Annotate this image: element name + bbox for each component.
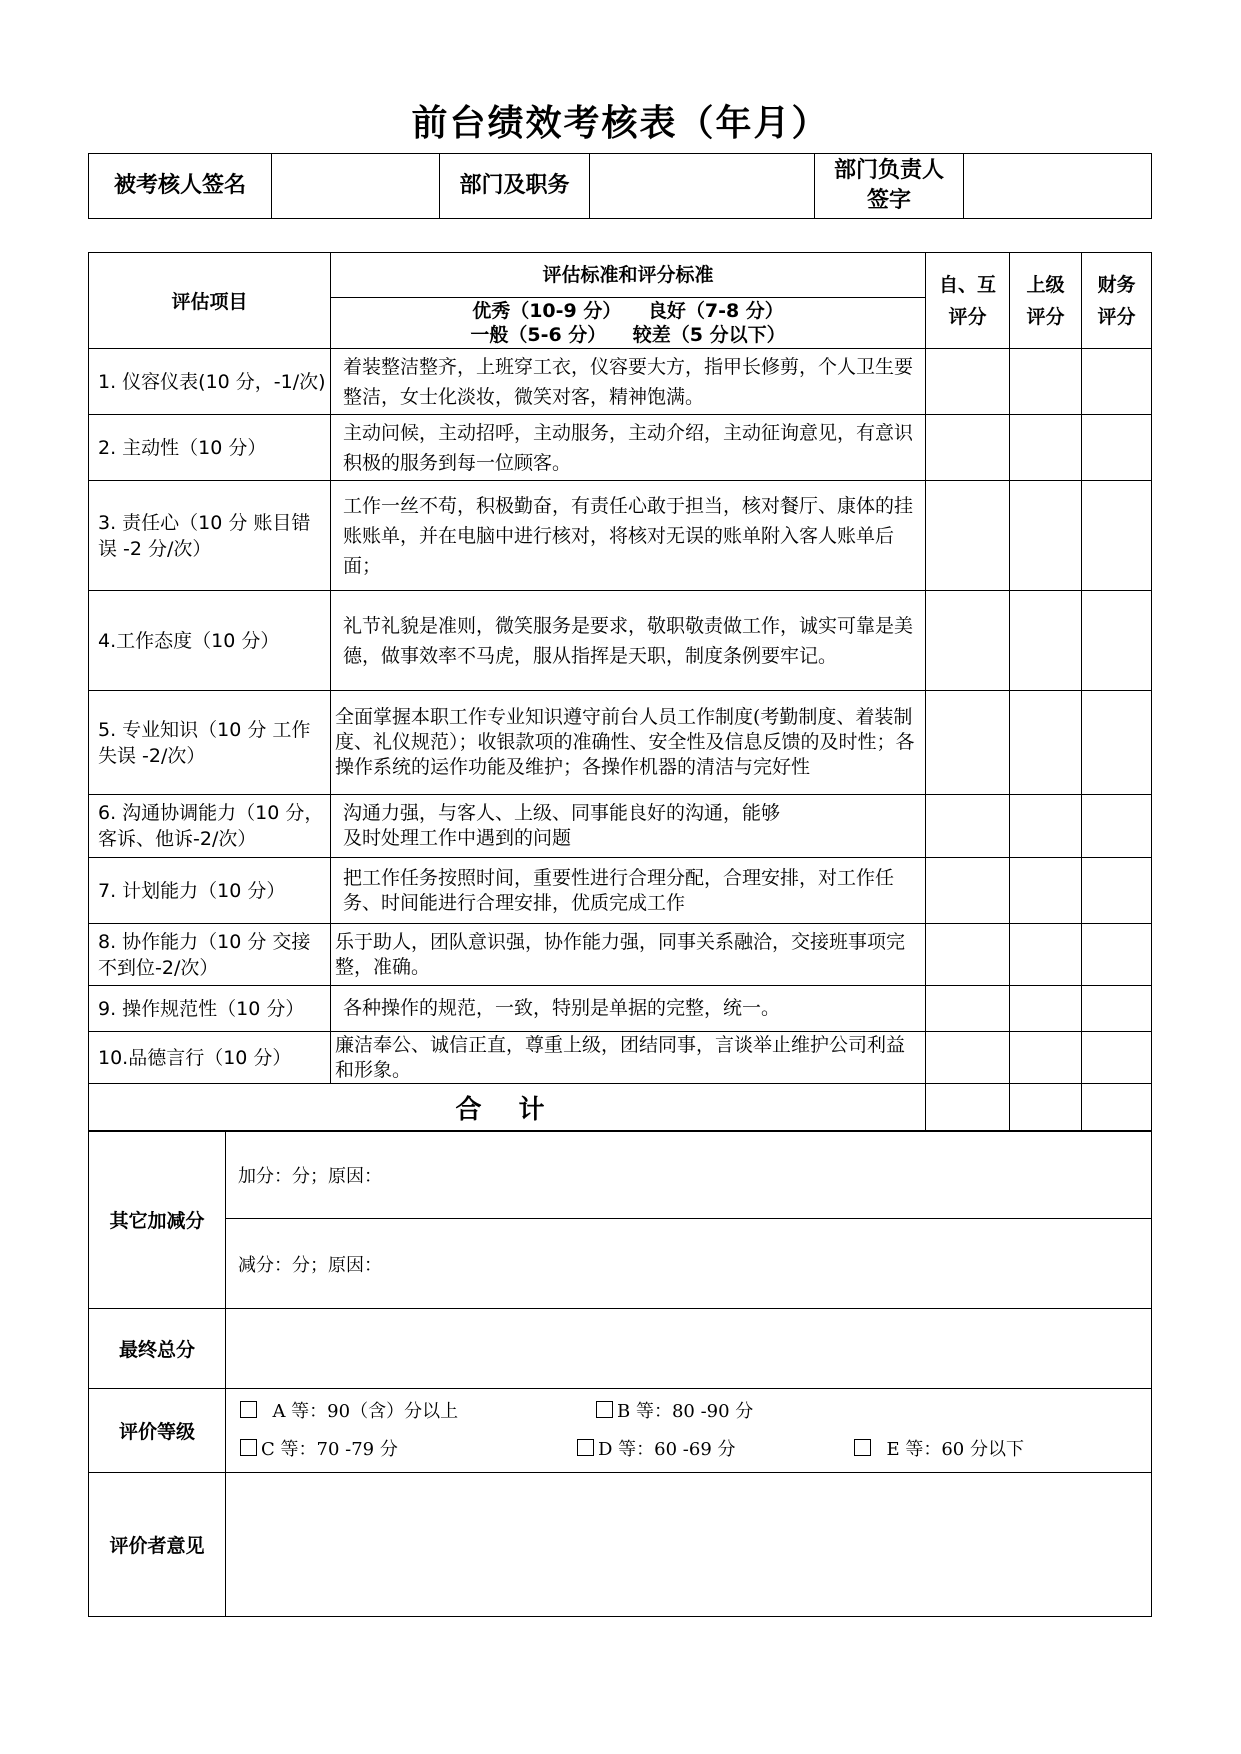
- self-peer-score-cell[interactable]: [926, 1032, 1010, 1084]
- grade-a-option[interactable]: [240, 1397, 458, 1423]
- rating-options: [226, 1389, 1152, 1473]
- total-self-peer-cell[interactable]: [926, 1084, 1010, 1132]
- finance-score-cell[interactable]: [1082, 691, 1152, 795]
- item-standard: 礼节礼貌是准则，微笑服务是要求，敬职敬责做工作，诚实可靠是美德，做事效率不马虎，服从指挥是天职，制度条例要牢记。: [331, 591, 926, 691]
- item-standard: 着装整洁整齐，上班穿工衣，仪容要大方，指甲长修剪，个人卫生要整洁，女士化淡妆，微笑对客，精神饱满。: [331, 349, 926, 415]
- superior-score-cell[interactable]: [1010, 858, 1082, 924]
- table-row: [89, 691, 1152, 795]
- item-name: 7. 计划能力（10 分）: [89, 858, 331, 924]
- item-name: 5. 专业知识（10 分 工作失误 -2/次）: [89, 691, 331, 795]
- self-peer-score-cell[interactable]: [926, 415, 1010, 481]
- signature-table: [88, 153, 1152, 219]
- grade-c-label: C 等：70 -79 分: [261, 1439, 398, 1460]
- grade-c-option[interactable]: [240, 1435, 398, 1461]
- header-finance-line2: 评分: [1097, 305, 1136, 328]
- final-score-field[interactable]: [226, 1309, 1152, 1389]
- final-score-label: 最终总分: [89, 1309, 226, 1389]
- superior-score-cell[interactable]: [1010, 591, 1082, 691]
- finance-score-cell[interactable]: [1082, 349, 1152, 415]
- item-standard: 各种操作的规范，一致，特别是单据的完整，统一。: [331, 986, 926, 1032]
- table-row: [89, 1032, 1152, 1084]
- table-row: [89, 349, 1152, 415]
- header-superior-line2: 评分: [1026, 305, 1065, 328]
- superior-score-cell[interactable]: [1010, 986, 1082, 1032]
- deduction-points-field[interactable]: 减分：分；原因：: [226, 1219, 1152, 1309]
- grade-d-label: D 等：60 -69 分: [598, 1439, 736, 1460]
- table-row: [89, 795, 1152, 858]
- total-superior-cell[interactable]: [1010, 1084, 1082, 1132]
- header-grade-line1: [331, 298, 925, 324]
- grade-average: 一般（5-6 分）: [470, 324, 607, 346]
- table-row: [89, 986, 1152, 1032]
- header-finance-score: [1082, 253, 1152, 349]
- reviewer-opinion-field[interactable]: [226, 1473, 1152, 1617]
- header-evaluation-item: 评估项目: [89, 253, 331, 349]
- header-self-line2: 评分: [948, 305, 987, 328]
- checkbox-icon[interactable]: [240, 1439, 257, 1456]
- header-self-peer-score: [926, 253, 1010, 349]
- checkbox-icon[interactable]: [240, 1401, 257, 1418]
- item-standard: 廉洁奉公、诚信正直，尊重上级，团结同事，言谈举止维护公司利益和形象。: [331, 1032, 926, 1084]
- item-name: 3. 责任心（10 分 账目错误 -2 分/次）: [89, 481, 331, 591]
- total-label: 合 计: [89, 1084, 926, 1132]
- header-self-line1: 自、互: [938, 273, 996, 296]
- finance-score-cell[interactable]: [1082, 481, 1152, 591]
- finance-score-cell[interactable]: [1082, 924, 1152, 986]
- superior-score-cell[interactable]: [1010, 415, 1082, 481]
- item-name: 6. 沟通协调能力（10 分，客诉、他诉-2/次）: [89, 795, 331, 858]
- grade-e-option[interactable]: [854, 1435, 1024, 1461]
- manager-signature-label: [815, 154, 964, 219]
- self-peer-score-cell[interactable]: [926, 858, 1010, 924]
- self-peer-score-cell[interactable]: [926, 924, 1010, 986]
- finance-score-cell[interactable]: [1082, 858, 1152, 924]
- table-row: [89, 415, 1152, 481]
- rating-level-label: 评价等级: [89, 1389, 226, 1473]
- superior-score-cell[interactable]: [1010, 349, 1082, 415]
- header-superior-score: [1010, 253, 1082, 349]
- manager-label-line2: 签字: [866, 188, 911, 213]
- page-title: 前台绩效考核表（年月）: [411, 103, 830, 144]
- table-row: [89, 924, 1152, 986]
- item-name: 10.品德言行（10 分）: [89, 1032, 331, 1084]
- self-peer-score-cell[interactable]: [926, 691, 1010, 795]
- table-row: [89, 591, 1152, 691]
- manager-signature-field[interactable]: [964, 154, 1152, 219]
- header-standard: [331, 253, 926, 349]
- grade-poor: 较差（5 分以下）: [632, 324, 786, 346]
- reviewee-signature-field[interactable]: [272, 154, 440, 219]
- department-position-field[interactable]: [590, 154, 815, 219]
- header-finance-line1: 财务: [1097, 273, 1136, 296]
- header-grade-line2: [331, 324, 925, 348]
- table-row: [89, 858, 1152, 924]
- self-peer-score-cell[interactable]: [926, 795, 1010, 858]
- total-finance-cell[interactable]: [1082, 1084, 1152, 1132]
- bonus-points-field[interactable]: 加分：分；原因：: [226, 1131, 1152, 1219]
- item-standard: 把工作任务按照时间，重要性进行合理分配，合理安排，对工作任务、时间能进行合理安排，优质完成工作: [331, 858, 926, 924]
- other-adjustments-label: 其它加减分: [89, 1131, 226, 1309]
- superior-score-cell[interactable]: [1010, 481, 1082, 591]
- finance-score-cell[interactable]: [1082, 795, 1152, 858]
- item-name: 2. 主动性（10 分）: [89, 415, 331, 481]
- header-superior-line1: 上级: [1026, 273, 1065, 296]
- rating-options-row2: [226, 1427, 1151, 1465]
- superior-score-cell[interactable]: [1010, 1032, 1082, 1084]
- finance-score-cell[interactable]: [1082, 1032, 1152, 1084]
- reviewer-opinion-label: 评价者意见: [89, 1473, 226, 1617]
- item-name: 4.工作态度（10 分）: [89, 591, 331, 691]
- grade-b-label: B 等：80 -90 分: [617, 1401, 754, 1422]
- grade-d-option[interactable]: [577, 1435, 736, 1461]
- item-standard: 全面掌握本职工作专业知识遵守前台人员工作制度(考勤制度、着装制度、礼仪规范）；收银款项的准确性、安全性及信息反馈的及时性；各操作系统的运作功能及维护；各操作机器的清洁与完好性: [331, 691, 926, 795]
- department-position-label: 部门及职务: [440, 154, 590, 219]
- reviewee-signature-label: 被考核人签名: [89, 154, 272, 219]
- checkbox-icon[interactable]: [596, 1401, 613, 1418]
- superior-score-cell[interactable]: [1010, 795, 1082, 858]
- item-name: 1. 仪容仪表(10 分，-1/次): [89, 349, 331, 415]
- manager-label-line1: 部门负责人: [833, 158, 944, 183]
- table-row: [89, 481, 1152, 591]
- finance-score-cell[interactable]: [1082, 591, 1152, 691]
- header-standard-title: 评估标准和评分标准: [331, 253, 925, 298]
- rating-options-row1: [226, 1389, 1151, 1427]
- evaluation-table: [88, 252, 1152, 1132]
- item-standard: 沟通力强，与客人、上级、同事能良好的沟通，能够及时处理工作中遇到的问题: [331, 795, 926, 858]
- checkbox-icon[interactable]: [854, 1439, 871, 1456]
- grade-good: 良好（7-8 分）: [647, 300, 784, 322]
- self-peer-score-cell[interactable]: [926, 986, 1010, 1032]
- self-peer-score-cell[interactable]: [926, 349, 1010, 415]
- item-name: 8. 协作能力（10 分 交接不到位-2/次）: [89, 924, 331, 986]
- grade-excellent: 优秀（10-9 分）: [472, 300, 622, 322]
- item-name: 9. 操作规范性（10 分）: [89, 986, 331, 1032]
- self-peer-score-cell[interactable]: [926, 591, 1010, 691]
- superior-score-cell[interactable]: [1010, 691, 1082, 795]
- summary-table: [88, 1130, 1152, 1617]
- grade-a-label: A 等：90（含）分以上: [272, 1401, 459, 1422]
- item-standard: 主动问候，主动招呼，主动服务，主动介绍，主动征询意见，有意识积极的服务到每一位顾客。: [331, 415, 926, 481]
- item-standard: 乐于助人，团队意识强，协作能力强，同事关系融洽，交接班事项完整，准确。: [331, 924, 926, 986]
- grade-e-label: E 等：60 分以下: [886, 1439, 1024, 1460]
- finance-score-cell[interactable]: [1082, 986, 1152, 1032]
- checkbox-icon[interactable]: [577, 1439, 594, 1456]
- finance-score-cell[interactable]: [1082, 415, 1152, 481]
- grade-b-option[interactable]: [596, 1397, 753, 1423]
- item-standard: 工作一丝不苟，积极勤奋，有责任心敢于担当，核对餐厅、康体的挂账账单，并在电脑中进行核对，将核对无误的账单附入客人账单后面；: [331, 481, 926, 591]
- superior-score-cell[interactable]: [1010, 924, 1082, 986]
- self-peer-score-cell[interactable]: [926, 481, 1010, 591]
- total-row: [89, 1084, 1152, 1132]
